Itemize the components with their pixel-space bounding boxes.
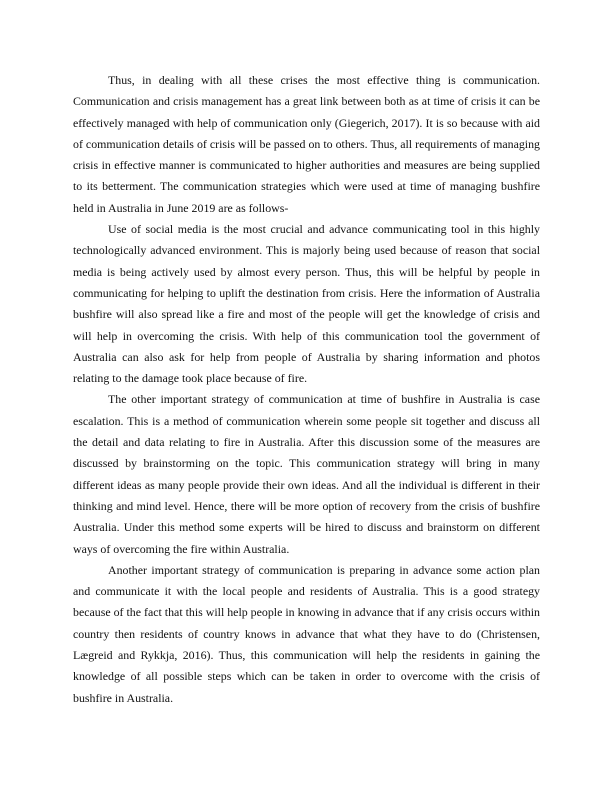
paragraph-social-media: Use of social media is the most crucial and advance communicating tool in this highly technologically advanced environment. This is majorly being used because of reason that social media is being actively used by almost every person. Thus, this will be helpful by people in communicating for helping to uplift the destination from crisis. Here the information of Australia bushfire will also spread like a fire and most of the people will get the knowledge of crisis and will help in overcoming the crisis. With help of this communication tool the government of Australia can also ask for help from people of Australia by sharing information and photos relating to the damage took place because of fire. <box>73 222 540 386</box>
paragraph-communication-crisis: Thus, in dealing with all these crises the most effective thing is communication. Communication and crisis management has a great link between both as at time of crisis it can be effectively managed with help of communication only (Giegerich, 2017). It is so because with aid of communication details of crisis will be passed on to others. Thus, all requirements of managing crisis in effective manner is communicated to higher authorities and measures are being supplied to its betterment. The communication strategies which were used at time of managing bushfire held in Australia in June 2019 are as follows- <box>73 73 540 215</box>
paragraph-action-plan: Another important strategy of communication is preparing in advance some action plan and communicate it with the local people and residents of Australia. This is a good strategy because of the fact that this will help people in knowing in advance that if any crisis occurs within country then residents of country knows in advance that what they have to do (Christensen, Lægreid and Rykkja, 2016). Thus, this communication will help the residents in gaining the knowledge of all possible steps which can be taken in order to overcome with the crisis of bushfire in Australia. <box>73 562 540 705</box>
paragraph-case-escalation: The other important strategy of communication at time of bushfire in Australia is case escalation. This is a method of communication wherein some people sit together and discuss all the detail and data relating to fire in Australia. After this discussion some of the measures are discussed by brainstorming on the topic. This communication strategy will bring in many different ideas as many people provide their own ideas. And all the individual is different in their thinking and mind level. Hence, there will be more option of recovery from the crisis of bushfire Australia. Under this method some experts will be hired to discuss and brainstorm on different ways of overcoming the fire within Australia. <box>73 392 540 556</box>
document-body <box>73 70 540 709</box>
